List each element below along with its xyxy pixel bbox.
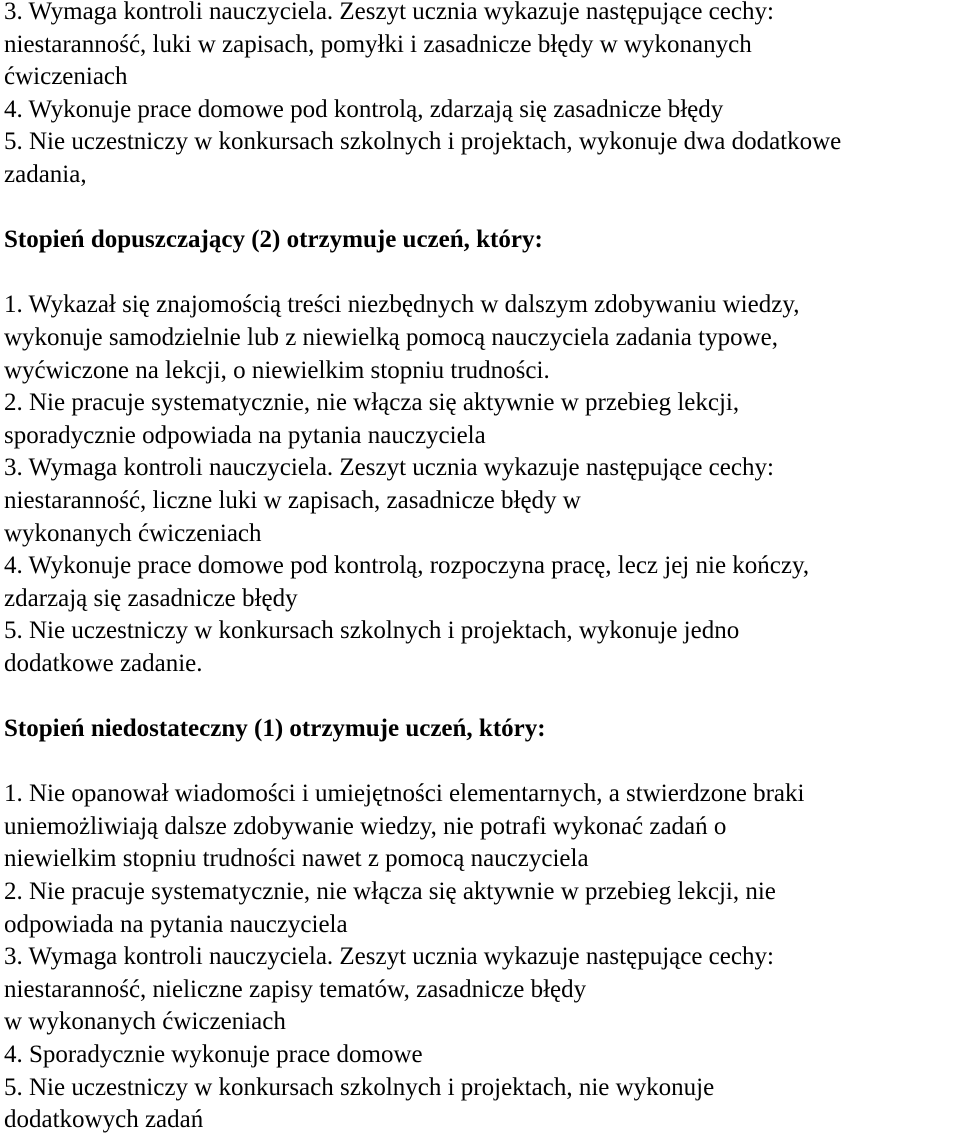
spacer [4,192,958,225]
text-line: odpowiada na pytania nauczyciela [4,910,348,938]
text-line: 4. Wykonuje prace domowe pod kontrolą, rozpoczyna pracę, lecz jej nie kończy, [4,552,810,580]
list-item [4,126,958,191]
text-line: 3. Wymaga kontroli nauczyciela. Zeszyt ucznia wykazuje następujące cechy: [4,454,774,482]
text-line: 2. Nie pracuje systematycznie, nie włącza się aktywnie w przebieg lekcji, nie [4,878,776,906]
text-line: 5. Nie uczestniczy w konkursach szkolnych i projektach, wykonuje dwa dodatkowe [4,128,842,156]
spacer [4,680,958,713]
text-line: 3. Wymaga kontroli nauczyciela. Zeszyt ucznia wykazuje następujące cechy: [4,943,774,971]
text-line: sporadycznie odpowiada na pytania nauczyciela [4,421,486,449]
text-line: wykonanych ćwiczeniach [4,519,262,547]
text-line: 3. Wymaga kontroli nauczyciela. Zeszyt ucznia wykazuje następujące cechy: [4,0,774,25]
text-line: dodatkowe zadanie. [4,649,203,677]
text-line: 4. Sporadycznie wykonuje prace domowe [4,1041,423,1068]
list-item [4,876,958,941]
text-line: 4. Wykonuje prace domowe pod kontrolą, zdarzają się zasadnicze błędy [4,95,724,123]
text-line: zadania, [4,160,87,188]
list-item [4,550,958,615]
text-line: wyćwiczone na lekcji, o niewielkim stopniu trudności. [4,356,550,384]
list-item [4,1072,958,1137]
list-item [4,289,958,387]
text-line: dodatkowych zadań [4,1106,204,1134]
spacer [4,746,958,779]
text-line: 5. Nie uczestniczy w konkursach szkolnych i projektach, nie wykonuje [4,1073,715,1101]
list-item [4,615,958,680]
text-line: 5. Nie uczestniczy w konkursach szkolnych i projektach, wykonuje jedno [4,617,740,645]
list-item [4,1039,958,1072]
list-item [4,0,958,94]
document-page [4,0,958,1137]
spacer [4,257,958,290]
text-line: niewielkim stopniu trudności nawet z pomocą nauczyciela [4,845,589,873]
text-line: niestaranność, luki w zapisach, pomyłki i zasadnicze błędy w wykonanych [4,30,752,58]
grade-2-section [4,224,958,680]
prev-section [4,0,958,192]
list-item [4,452,958,550]
text-line: 1. Nie opanował wiadomości i umiejętności elementarnych, a stwierdzone braki [4,780,805,808]
grade-1-section [4,713,958,1137]
list-item [4,941,958,1039]
text-line: zdarzają się zasadnicze błędy [4,584,298,612]
text-line: niestaranność, liczne luki w zapisach, zasadnicze błędy w [4,486,581,514]
text-line: wykonuje samodzielnie lub z niewielką pomocą nauczyciela zadania typowe, [4,323,778,351]
section-heading: Stopień dopuszczający (2) otrzymuje uczeń, który: [4,226,543,254]
text-line: ćwiczeniach [4,63,128,91]
text-line: 2. Nie pracuje systematycznie, nie włącza się aktywnie w przebieg lekcji, [4,389,740,417]
list-item [4,387,958,452]
text-line: uniemożliwiają dalsze zdobywanie wiedzy, nie potrafi wykonać zadań o [4,812,727,840]
text-line: niestaranność, nieliczne zapisy tematów, zasadnicze błędy [4,975,587,1003]
text-line: 1. Wykazał się znajomością treści niezbędnych w dalszym zdobywaniu wiedzy, [4,291,800,319]
list-item [4,778,958,876]
list-item [4,94,958,127]
section-heading: Stopień niedostateczny (1) otrzymuje uczeń, który: [4,715,546,743]
text-line: w wykonanych ćwiczeniach [4,1008,286,1036]
